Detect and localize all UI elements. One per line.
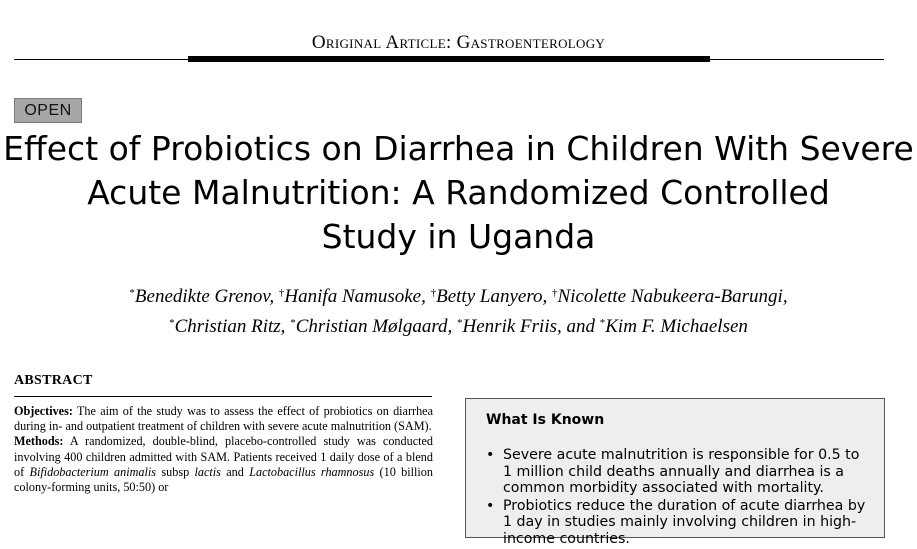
author-list — [0, 280, 917, 340]
abstract-rule — [14, 396, 432, 397]
what-is-known-list — [486, 447, 866, 549]
abstract-methods: Methods: A randomized, double-blind, placebo-controlled study was conducted involving 400 children admitted with SAM. Patients received 1 daily dose of a blend of Bifidobacterium animalis subsp lactis and Lactobacillus rhamnosus (10 billion colony-forming units, 50:50) or — [14, 434, 433, 495]
open-access-badge: OPEN — [14, 98, 82, 123]
author-line-1 — [0, 280, 917, 310]
author: *Henrik Friis, and — [457, 316, 595, 337]
list-item: • Severe acute malnutrition is responsible for 0.5 to 1 million child deaths annually and diarrhea is a common morbidity associated with mortality. — [486, 447, 860, 497]
author: †Nicolette Nabukeera-Barungi, — [552, 286, 788, 307]
abstract-body — [14, 404, 433, 495]
list-item: • Probiotics reduce the duration of acute diarrhea by 1 day in studies mainly involving children in high-income countries. — [486, 497, 866, 547]
bullet-icon: • — [486, 497, 495, 514]
author: †Betty Lanyero, — [430, 286, 548, 307]
author: *Kim F. Michaelsen — [599, 316, 748, 337]
author-line-2 — [0, 310, 917, 340]
author: †Hanifa Namusoke, — [278, 286, 426, 307]
what-is-known-title: What Is Known — [486, 412, 605, 428]
author: *Christian Ritz, — [169, 316, 286, 337]
journal-section-header: Original Article: Gastroenterology — [311, 32, 606, 53]
author: *Benedikte Grenov, — [129, 286, 275, 307]
author: *Christian Mølgaard, — [290, 316, 453, 337]
abstract-objectives: Objectives: The aim of the study was to assess the effect of probiotics on diarrhea during in- and outpatient treatment of children with severe acute malnutrition (SAM). — [14, 404, 433, 434]
paper-title — [0, 127, 917, 259]
bullet-icon: • — [486, 447, 495, 463]
what-is-known-box — [465, 398, 885, 547]
title-line-3: Study in Uganda — [321, 217, 596, 256]
title-line-1: Effect of Probiotics on Diarrhea in Children With Severe — [3, 129, 914, 168]
title-line-2: Acute Malnutrition: A Randomized Controlled — [87, 173, 830, 212]
abstract-heading: ABSTRACT — [14, 373, 93, 388]
header-rule-accent — [188, 56, 710, 62]
